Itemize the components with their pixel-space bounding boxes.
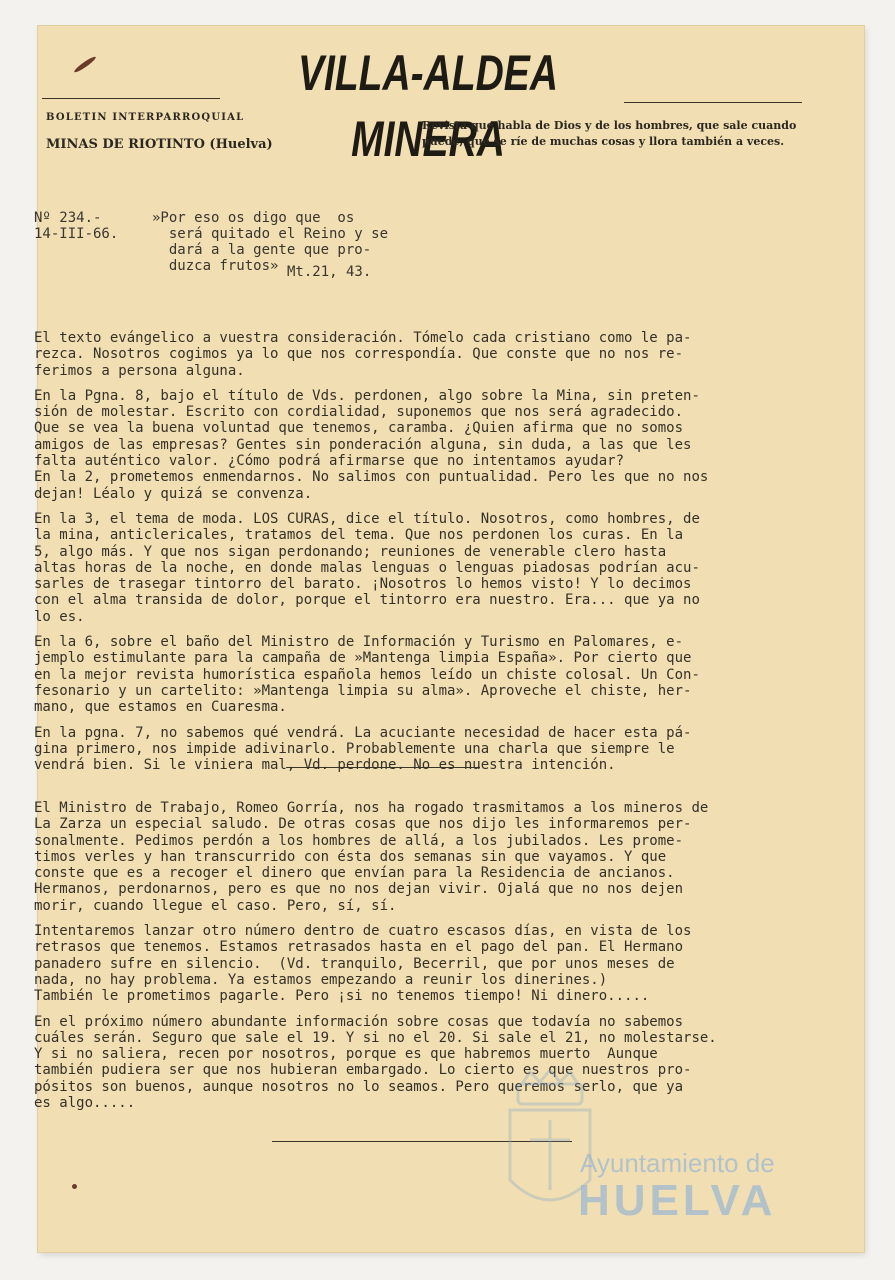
gospel-quote: »Por eso os digo que os será quitado el Reino y se dará a la gente que pro- duzca frutos» [152, 210, 389, 274]
watermark-line1: Ayuntamiento de [580, 1148, 775, 1178]
section-separator [286, 767, 480, 768]
paragraph: El Ministro de Trabajo, Romeo Gorría, nos ha rogado trasmitamos a los mineros de La Zarza un especial saludo. De otras cosas que nos dijo les informaremos per- sonalmente. Pedimos perdón a los hombres de allá, a los jubilados. Les prome- timos verles y han transcurrido con ésta dos semanas sin que vayamos. Y que conste que es a recoger el dinero que envían para la Residencia de ancianos. Hermanos, perdonarnos, pero es que no nos dejan vivir. Ojalá que no nos dejen morir, cuando llegue el caso. Pero, sí, sí. [34, 800, 709, 914]
bulletin-label: BOLETIN INTERPARROQUIAL [46, 112, 245, 123]
masthead-title: VILLA-ALDEA MINERA [298, 45, 558, 167]
ink-dot [72, 1184, 77, 1189]
paragraph: En la 3, el tema de moda. LOS CURAS, dice el título. Nosotros, como hombres, de la mina, anticlericales, tratamos del tema. Que nos perdonen los curas. En la 5, algo más. Y que nos sigan perdonando; reuniones de venerable clero hasta altas horas de la noche, en donde malas lenguas o lenguas piadosas podrían acu- sarles de trasegar tintorro del barato. ¡Nosotros lo hemos visto! Y lo decimos con el alma transida de dolor, porque el tintorro era nuestro. Era... que ya no lo es. [34, 510, 700, 625]
masthead-rule-left [42, 98, 220, 99]
location-label: MINAS DE RIOTINTO (Huelva) [46, 137, 273, 152]
issue-number-date: Nº 234.- 14-III-66. [34, 210, 119, 242]
masthead-subtitle [46, 112, 273, 152]
paragraph: En la pgna. 7, no sabemos qué vendrá. La acuciante necesidad de hacer esta pá- gina primero, nos impide adivinarlo. Probablemente una charla que siempre le vendrá bien. Si le viniera mal, Vd. perdone. No es nuestra intención. [34, 724, 692, 774]
paragraph: En el próximo número abundante información sobre cosas que todavía no sabemos cuáles serán. Seguro que sale el 19. Y si no el 20. Si sale el 21, no molestarse. Y si no saliera, recen por nosotros, porque es que habremos muerto Aunque también pudiera ser que nos hubieran embargado. Lo cierto es que nuestros pro- pósitos son buenos, aunque nosotros no lo seamos. Pero queremos serlo, que ya es algo..... [34, 1013, 717, 1112]
paragraph: En la 6, sobre el baño del Ministro de Información y Turismo en Palomares, e- jemplo estimulante para la campaña de »Mantenga limpia España». Por cierto que en la mejor revista humorística española hemos leído un chiste colosal. Un Con- fesonario y un cartelito: »Mantenga limpia su alma». Aproveche el chiste, her- mano, que estamos en Cuaresma. [34, 634, 700, 716]
masthead-tagline: Revista que habla de Dios y de los hombres, que sale cuando puede, que se ríe de muchas cosas y llora también a veces. [422, 119, 797, 148]
body-section-top [34, 330, 820, 782]
paragraph: En la Pgna. 8, bajo el título de Vds. perdonen, algo sobre la Mina, sin preten- sión de molestar. Escrito con cordialidad, suponemos que nos será agradecido. Que se vea la buena voluntad que tenemos, caramba. ¿Quien afirma que no somos amigos de las empresas? Gentes sin ponderación alguna, sin duda, a las que les falta auténtico valor. ¿Cómo podrá afirmarse que no intentamos ayudar? En la 2, prometemos enmendarnos. No salimos con puntualidad. Pero les que no nos dejan! Léalo y quizá se convenza. [34, 387, 709, 502]
paragraph: El texto evángelico a vuestra consideración. Tómelo cada cristiano como le pa- rezca. Nosotros cogimos ya lo que nos correspondía. Que conste que no nos re- ferimos a persona alguna. [34, 330, 692, 379]
watermark-line2: HUELVA [578, 1176, 777, 1225]
gospel-reference: Mt.21, 43. [287, 264, 372, 280]
masthead-rule-right [624, 102, 802, 103]
paragraph: Intentaremos lanzar otro número dentro de cuatro escasos días, en vista de los retrasos que tenemos. Estamos retrasados hasta en el pago del pan. El Hermano panadero sufre en silencio. (Vd. tranquilo, Becerril, que por unos meses de nada, no hay problema. Ya estamos empezando a reunir los dinerines.) También le prometimos pagarle. Pero ¡si no tenemos tiempo! Ni dinero..... [34, 923, 692, 1005]
